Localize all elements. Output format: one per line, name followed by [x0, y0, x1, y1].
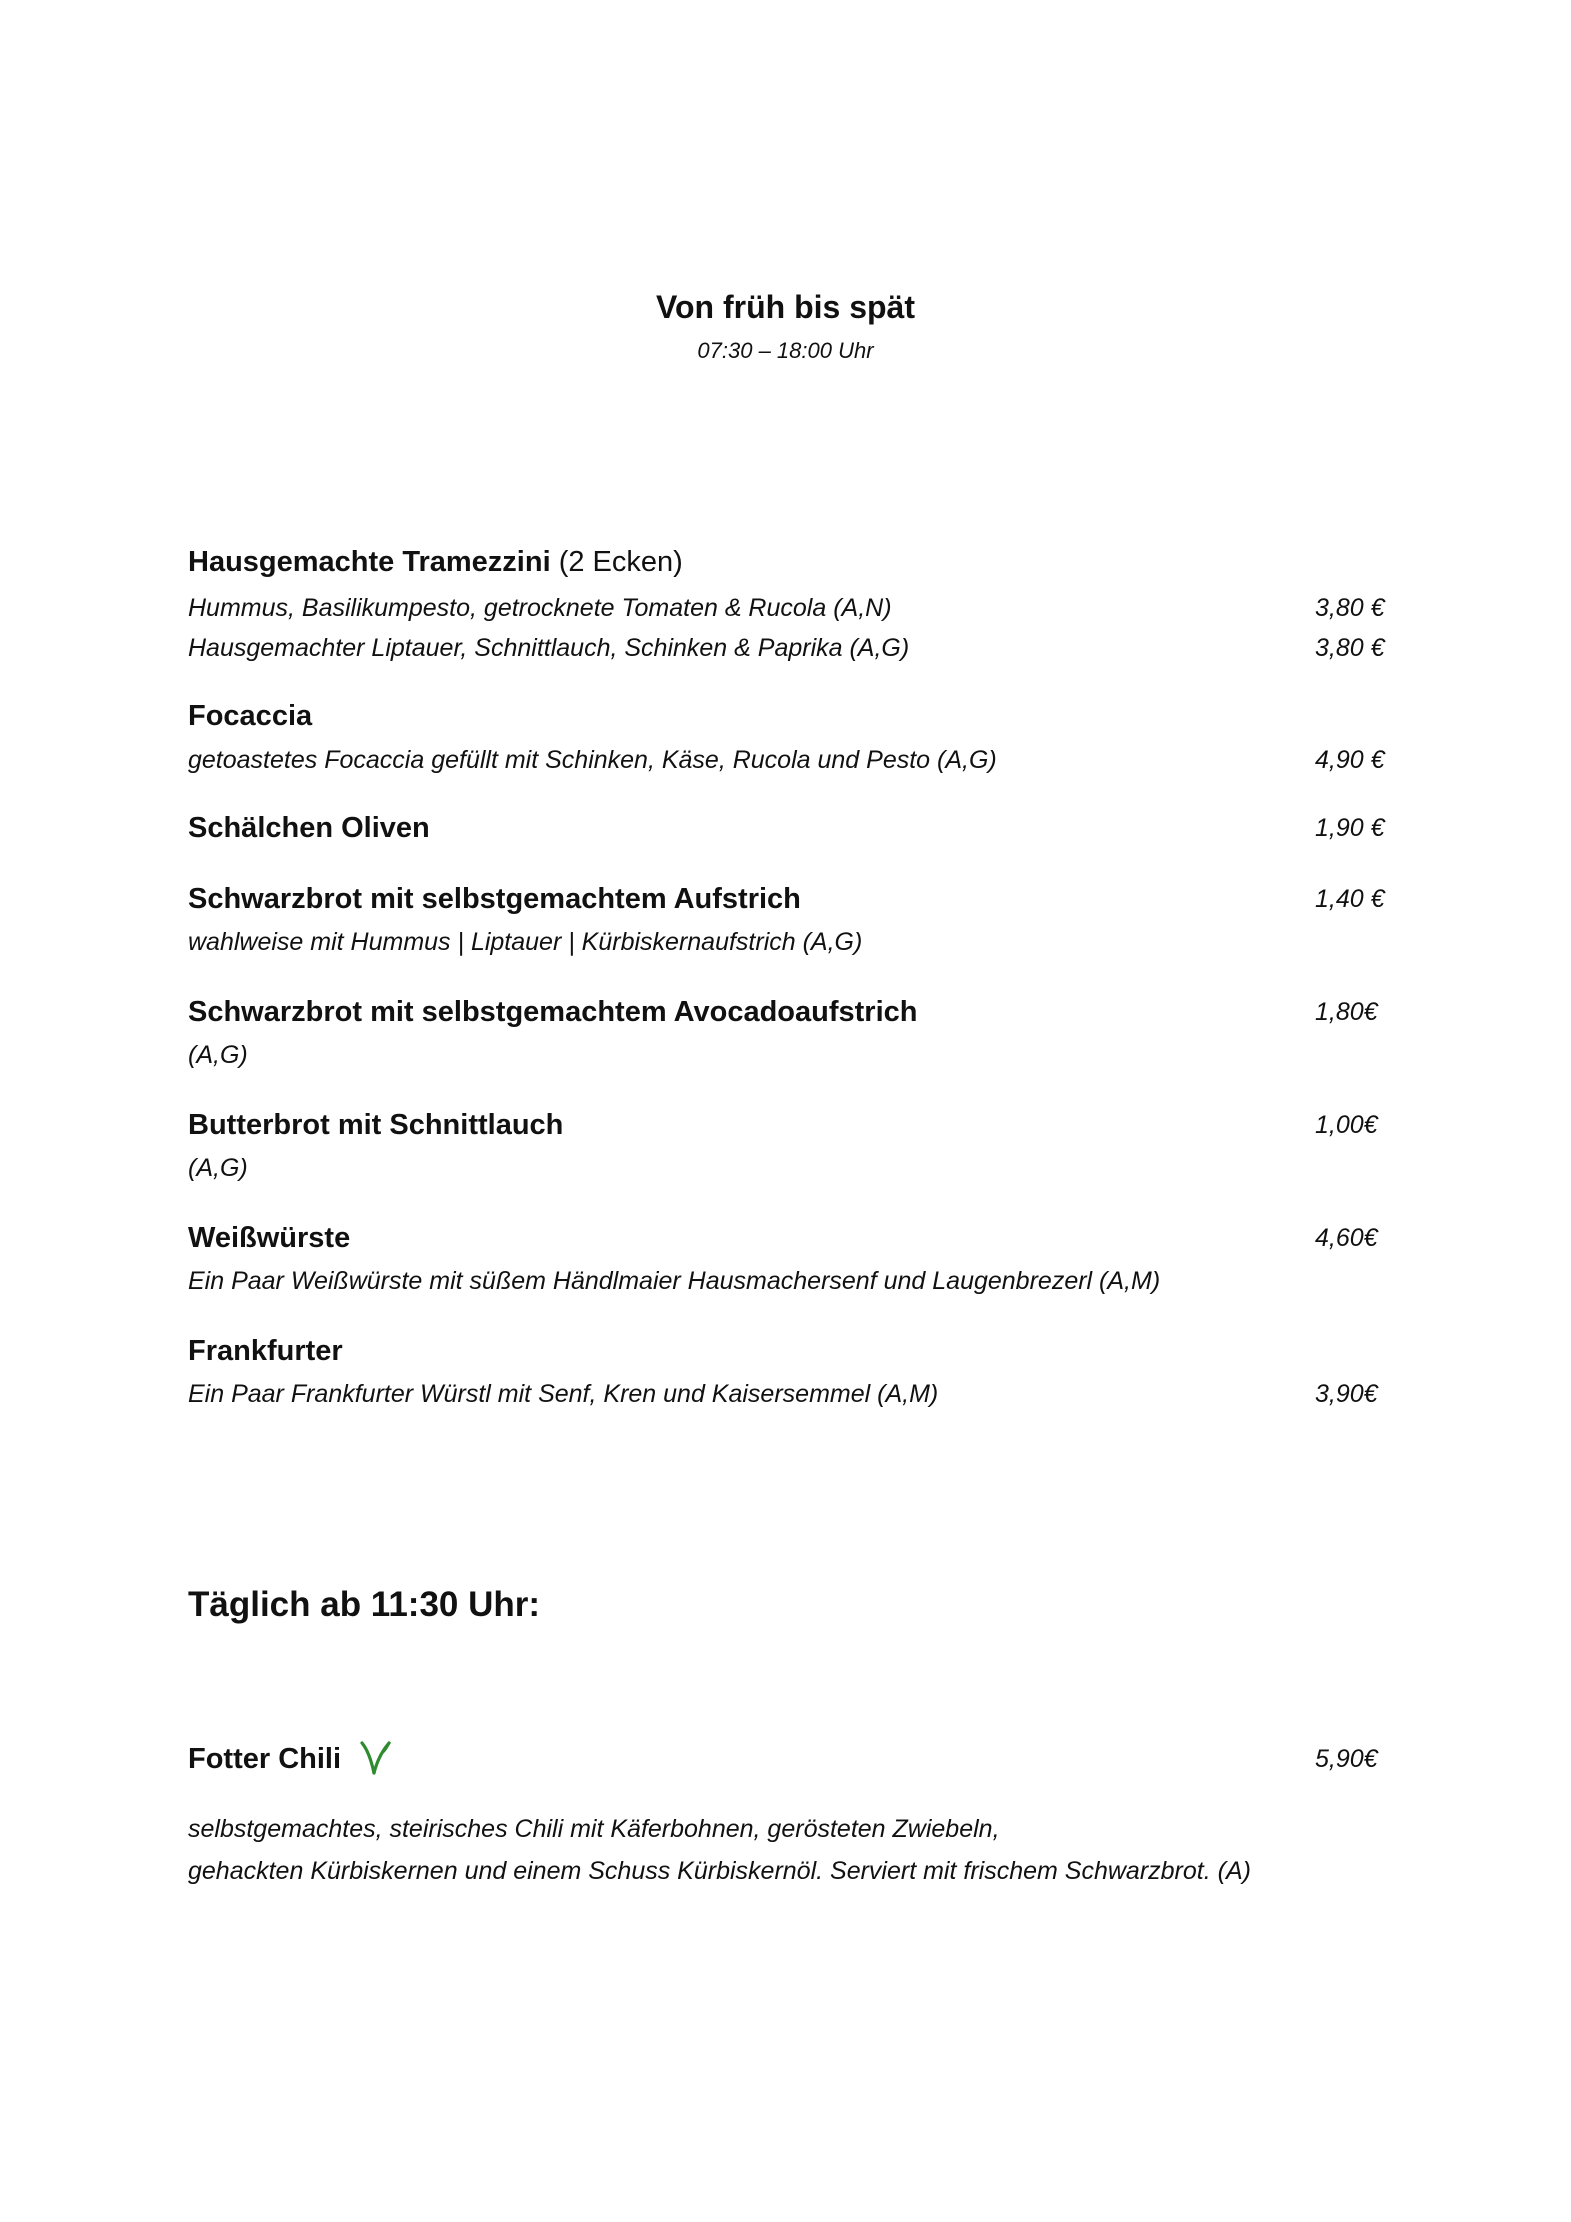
- tramezzini-item-description: Hummus, Basilikumpesto, getrocknete Tomaten & Rucola (A,N): [188, 594, 892, 622]
- schwarzbrot-aufstrich-name: Schwarzbrot mit selbstgemachtem Aufstrich: [188, 883, 801, 915]
- chili-description-line-1: selbstgemachtes, steirisches Chili mit Käferbohnen, gerösteten Zwiebeln,: [188, 1815, 1000, 1843]
- focaccia-heading-row: [188, 694, 1388, 738]
- schwarzbrot-avocado-row: [188, 990, 1388, 1034]
- tramezzini-item-description: Hausgemachter Liptauer, Schnittlauch, Schinken & Paprika (A,G): [188, 634, 910, 662]
- oliven-price: 1,90 €: [1315, 814, 1385, 842]
- weisswurste-row: [188, 1216, 1388, 1260]
- frankfurter-description: Ein Paar Frankfurter Würstl mit Senf, Kren und Kaisersemmel (A,M): [188, 1380, 939, 1408]
- chili-name: Fotter Chili: [188, 1743, 342, 1775]
- tramezzini-heading-row: [188, 540, 1388, 584]
- frankfurter-price: 3,90€: [1315, 1380, 1378, 1408]
- butterbrot-row: [188, 1103, 1388, 1147]
- butterbrot-desc-row: [188, 1146, 1388, 1190]
- opening-hours: 07:30 – 18:00 Uhr: [697, 338, 874, 363]
- oliven-row: [188, 806, 1388, 850]
- oliven-name: Schälchen Oliven: [188, 812, 430, 844]
- frankfurter-heading-row: [188, 1329, 1388, 1373]
- frankfurter-item-row: [188, 1372, 1388, 1416]
- butterbrot-name: Butterbrot mit Schnittlauch: [188, 1109, 564, 1141]
- chili-price: 5,90€: [1315, 1745, 1378, 1773]
- weisswurste-price: 4,60€: [1315, 1224, 1378, 1252]
- chili-description-line-2: gehackten Kürbiskernen und einem Schuss Kürbiskernöl. Serviert mit frischem Schwarzbrot. (A): [188, 1857, 1251, 1885]
- weisswurste-description: Ein Paar Weißwürste mit süßem Händlmaier Hausmachersenf und Laugenbrezerl (A,M): [188, 1267, 1161, 1295]
- frankfurter-name: Frankfurter: [188, 1335, 343, 1367]
- tramezzini-item-row: [188, 626, 1388, 670]
- schwarzbrot-avocado-price: 1,80€: [1315, 998, 1378, 1026]
- focaccia-name: Focaccia: [188, 700, 313, 732]
- focaccia-price: 4,90 €: [1315, 746, 1385, 774]
- schwarzbrot-avocado-name: Schwarzbrot mit selbstgemachtem Avocadoaufstrich: [188, 996, 918, 1028]
- vegan-leaf-icon: [358, 1735, 394, 1779]
- page-header: [0, 285, 1571, 365]
- daily-section-title: Täglich ab 11:30 Uhr:: [188, 1585, 541, 1624]
- chili-desc-row: [188, 1807, 1388, 1851]
- schwarzbrot-avocado-allergens: (A,G): [188, 1041, 248, 1069]
- page-title: Von früh bis spät: [656, 289, 915, 325]
- schwarzbrot-aufstrich-desc-row: [188, 920, 1388, 964]
- butterbrot-price: 1,00€: [1315, 1111, 1378, 1139]
- focaccia-item-row: [188, 738, 1388, 782]
- chili-row: [188, 1737, 1388, 1781]
- focaccia-description: getoastetes Focaccia gefüllt mit Schinken, Käse, Rucola und Pesto (A,G): [188, 746, 997, 774]
- schwarzbrot-aufstrich-description: wahlweise mit Hummus | Liptauer | Kürbiskernaufstrich (A,G): [188, 928, 863, 956]
- tramezzini-title: Hausgemachte Tramezzini: [188, 546, 551, 578]
- weisswurste-desc-row: [188, 1259, 1388, 1303]
- schwarzbrot-aufstrich-price: 1,40 €: [1315, 885, 1385, 913]
- tramezzini-note: (2 Ecken): [558, 546, 683, 578]
- schwarzbrot-avocado-desc-row: [188, 1033, 1388, 1077]
- chili-desc-row: [188, 1849, 1388, 1893]
- tramezzini-item-price: 3,80 €: [1315, 594, 1385, 622]
- weisswurste-name: Weißwürste: [188, 1222, 351, 1254]
- tramezzini-item-row: [188, 586, 1388, 630]
- schwarzbrot-aufstrich-row: [188, 877, 1388, 921]
- butterbrot-allergens: (A,G): [188, 1154, 248, 1182]
- tramezzini-item-price: 3,80 €: [1315, 634, 1385, 662]
- tramezzini-name: [188, 540, 683, 584]
